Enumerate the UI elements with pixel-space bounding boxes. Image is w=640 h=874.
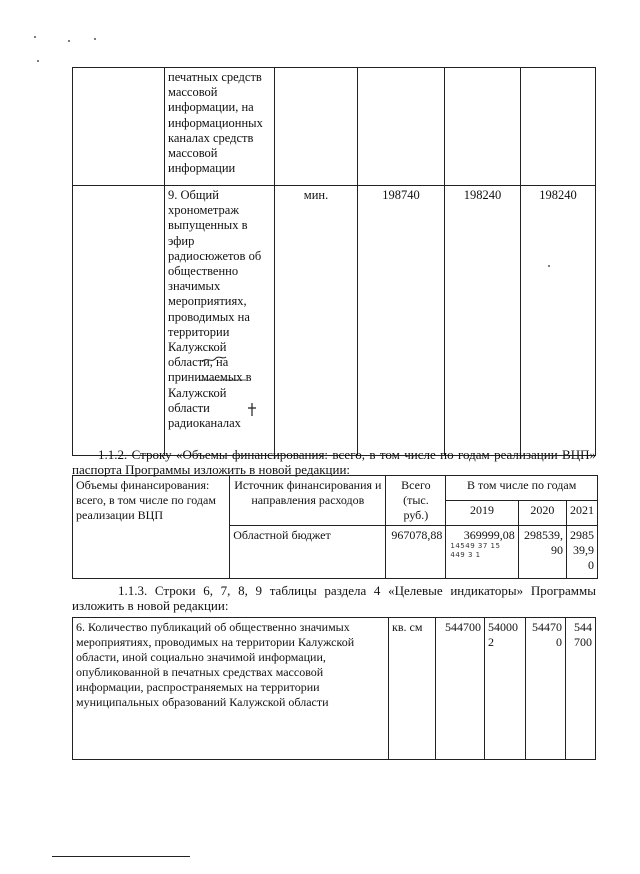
year-2019-value-cell: [446, 526, 518, 579]
handwritten-note: 14549 37 15 449 3 1: [450, 542, 501, 559]
indicators-table-continued: [72, 67, 596, 456]
footnote-divider: [52, 856, 190, 857]
source-header-cell: Источник финансирования и направления расходов: [230, 476, 386, 526]
total-header-cell: Всего (тыс. руб.): [386, 476, 446, 526]
scan-speck: [68, 40, 70, 42]
source-cell: Областной бюджет: [230, 526, 386, 579]
table1-cell-empty: [73, 186, 165, 456]
indicator-value-cell: 544700: [526, 618, 566, 760]
financing-label-cell: Объемы финансирования: всего, в том числе по годам реализации ВЦП: [73, 476, 230, 579]
total-value-cell: 967078,88: [386, 526, 446, 579]
year-header-cell: 2021: [567, 501, 598, 526]
table1-value-cell: [521, 68, 596, 186]
year-2021-value-cell: 298539,90: [567, 526, 598, 579]
year-header-cell: 2019: [446, 501, 518, 526]
table1-value-cell: [358, 68, 445, 186]
unit-cell: кв. см: [389, 618, 436, 760]
table1-indicator-cell: 9. Общий хронометраж выпущенных в эфир радиосюжетов об общественно значимых мероприятиях, проводимых на территории Калужской области, на принимаемых в Калужской области радиоканалах: [165, 186, 275, 456]
indicator-value-cell: 544700: [566, 618, 596, 760]
scan-speck: [94, 38, 96, 40]
financing-table: [72, 475, 598, 579]
paragraph-1-1-3: 1.1.3. Строки 6, 7, 8, 9 таблицы раздела 4 «Целевые индикаторы» Программы изложить в новой редакции:: [72, 583, 596, 613]
indicator-value-cell: 544700: [436, 618, 485, 760]
table1-unit-cell: мин.: [275, 186, 358, 456]
scan-speck: [37, 60, 39, 62]
years-header-cell: В том числе по годам: [446, 476, 598, 501]
table1-cell-empty: [73, 68, 165, 186]
year-header-cell: 2020: [518, 501, 566, 526]
handwritten-correction-marks: [190, 350, 280, 430]
paragraph-1-1-2: 1.1.2. Строку «Объемы финансирования: всего, в том числе по годам реализации ВЦП» паспорта Программы изложить в новой редакции:: [72, 447, 596, 477]
table1-indicator-cell: печатных средств массовой информации, на информационных каналах средств массовой информации: [165, 68, 275, 186]
target-indicators-table: [72, 617, 596, 760]
table1-value-cell: 198240: [521, 186, 596, 456]
table1-value-cell: 198740: [358, 186, 445, 456]
scan-speck: [34, 36, 36, 38]
year-2020-value-cell: 298539,90: [518, 526, 566, 579]
indicator-value-cell: 540002: [485, 618, 526, 760]
indicator-6-cell: 6. Количество публикаций об общественно значимых мероприятиях, проводимых на территории Калужской области, иной социально значимой информации, опубликованной в печатных средствах массовой информации, распространяемых на территории муниципальных образований Калужской области: [73, 618, 389, 760]
year-2019-value: 369999,08: [463, 528, 515, 542]
table1-value-cell: 198240: [445, 186, 521, 456]
table1-unit-cell: [275, 68, 358, 186]
table1-value-cell: [445, 68, 521, 186]
